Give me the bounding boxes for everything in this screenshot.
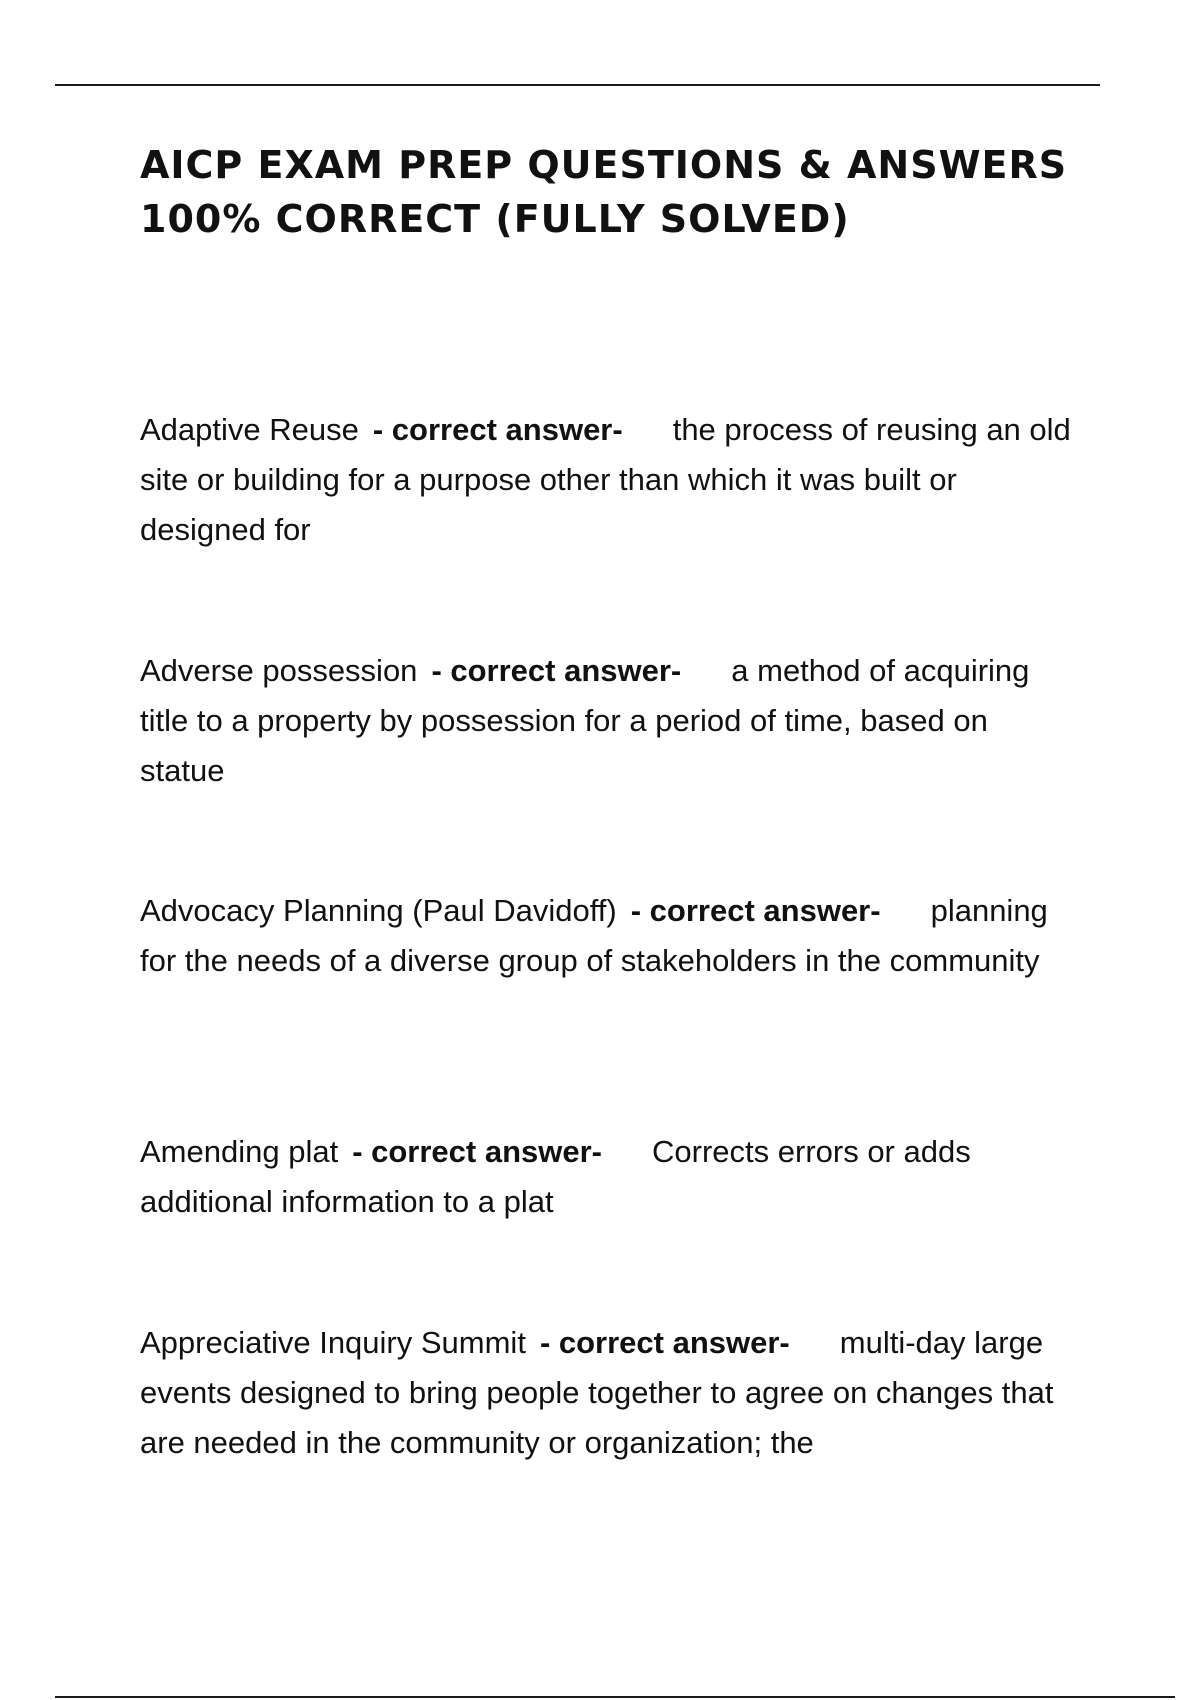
entry-term: Adaptive Reuse [140, 412, 359, 447]
entry-separator: - correct answer- [352, 1134, 603, 1169]
title-line-1: AICP EXAM PREP QUESTIONS & ANSWERS [140, 143, 1068, 187]
title-line-2: 100% CORRECT (FULLY SOLVED) [140, 197, 850, 241]
entry-amending-plat [140, 1127, 1080, 1227]
entry-advocacy-planning [140, 886, 1080, 986]
entry-definition: planning for the needs of a diverse group of stakeholders in the community [140, 893, 1048, 978]
entry-separator: - correct answer- [431, 653, 682, 688]
entry-adverse-possession [140, 646, 1080, 796]
entry-separator: - correct answer- [539, 1325, 790, 1360]
entry-definition: Corrects errors or adds additional information to a plat [140, 1134, 971, 1219]
top-rule [55, 84, 1100, 86]
bottom-rule [55, 1696, 1175, 1698]
entry-definition: the process of reusing an old site or building for a purpose other than which it was built or designed for [140, 412, 1071, 547]
entry-separator: - correct answer- [630, 893, 881, 928]
entry-term: Advocacy Planning (Paul Davidoff) [140, 893, 617, 928]
entry-appreciative-inquiry-summit [140, 1318, 1080, 1468]
entry-term: Amending plat [140, 1134, 339, 1169]
entry-term: Adverse possession [140, 653, 418, 688]
entry-term: Appreciative Inquiry Summit [140, 1325, 526, 1360]
document-title [140, 138, 1100, 246]
entry-definition: a method of acquiring title to a property by possession for a period of time, based on statue [140, 653, 1030, 788]
entry-separator: - correct answer- [372, 412, 623, 447]
entry-adaptive-reuse [140, 405, 1080, 555]
entry-definition: multi-day large events designed to bring people together to agree on changes that are needed in the community or organization; the [140, 1325, 1054, 1460]
